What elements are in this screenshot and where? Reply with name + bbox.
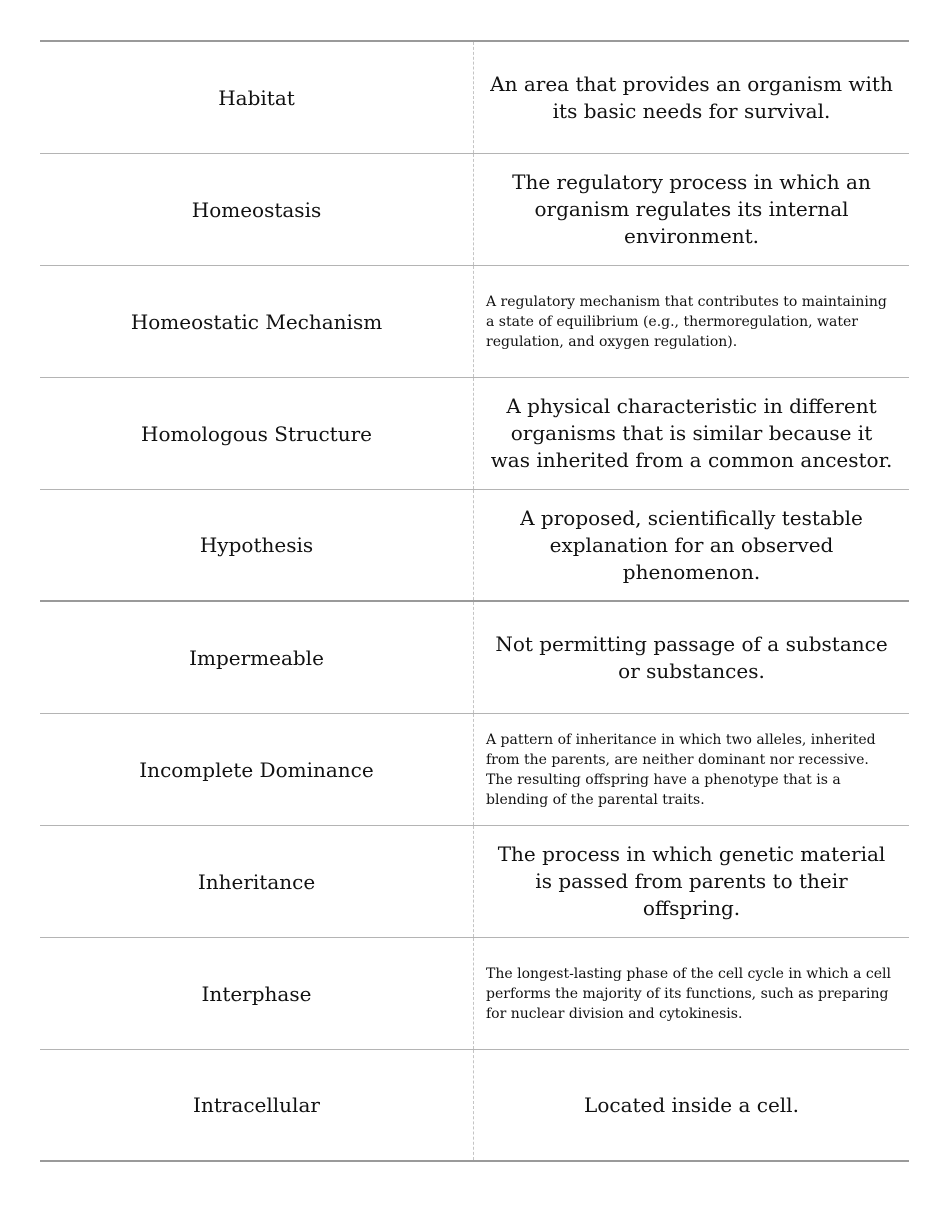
flashcard-row <box>40 154 909 266</box>
flashcard-row <box>40 938 909 1050</box>
flashcard-row <box>40 602 909 714</box>
term-cell: Impermeable <box>40 602 474 713</box>
term-cell: Homologous Structure <box>40 378 474 489</box>
definition-cell: A physical characteristic in different organisms that is similar because it was inherited from a common ancestor. <box>490 394 893 472</box>
definition-cell: The regulatory process in which an organism regulates its internal environment. <box>512 170 871 248</box>
term-cell: Intracellular <box>40 1050 474 1160</box>
definition-cell: Not permitting passage of a substance or substances. <box>495 631 888 683</box>
flashcard-row <box>40 42 909 154</box>
definition-cell: A proposed, scientifically testable explanation for an observed phenomenon. <box>520 505 863 584</box>
flashcard-row <box>40 826 909 938</box>
flashcard-sheet <box>40 40 909 1162</box>
term-cell: Inheritance <box>40 826 474 937</box>
definition-cell: The longest-lasting phase of the cell cycle in which a cell performs the majority of its functions, such as preparing for nuclear division and cytokinesis. <box>486 965 891 1022</box>
flashcard-row <box>40 714 909 826</box>
flashcard-row <box>40 490 909 602</box>
term-cell: Interphase <box>40 938 474 1049</box>
definition-cell: A regulatory mechanism that contributes to maintaining a state of equilibrium (e.g., thermoregulation, water regulation, and oxygen regulation). <box>486 293 887 350</box>
term-cell: Homeostatic Mechanism <box>40 266 474 377</box>
term-cell: Incomplete Dominance <box>40 714 474 825</box>
definition-cell: A pattern of inheritance in which two alleles, inherited from the parents, are neither dominant nor recessive. The resulting offspring have a phenotype that is a blending of the parental traits. <box>486 731 876 808</box>
definition-cell: An area that provides an organism with its basic needs for survival. <box>490 71 893 123</box>
flashcard-row <box>40 1050 909 1162</box>
term-cell: Hypothesis <box>40 490 474 600</box>
flashcard-row <box>40 378 909 490</box>
term-cell: Habitat <box>40 42 474 153</box>
term-cell: Homeostasis <box>40 154 474 265</box>
definition-cell: Located inside a cell. <box>584 1092 799 1117</box>
flashcard-row <box>40 266 909 378</box>
definition-cell: The process in which genetic material is passed from parents to their offspring. <box>497 842 886 920</box>
